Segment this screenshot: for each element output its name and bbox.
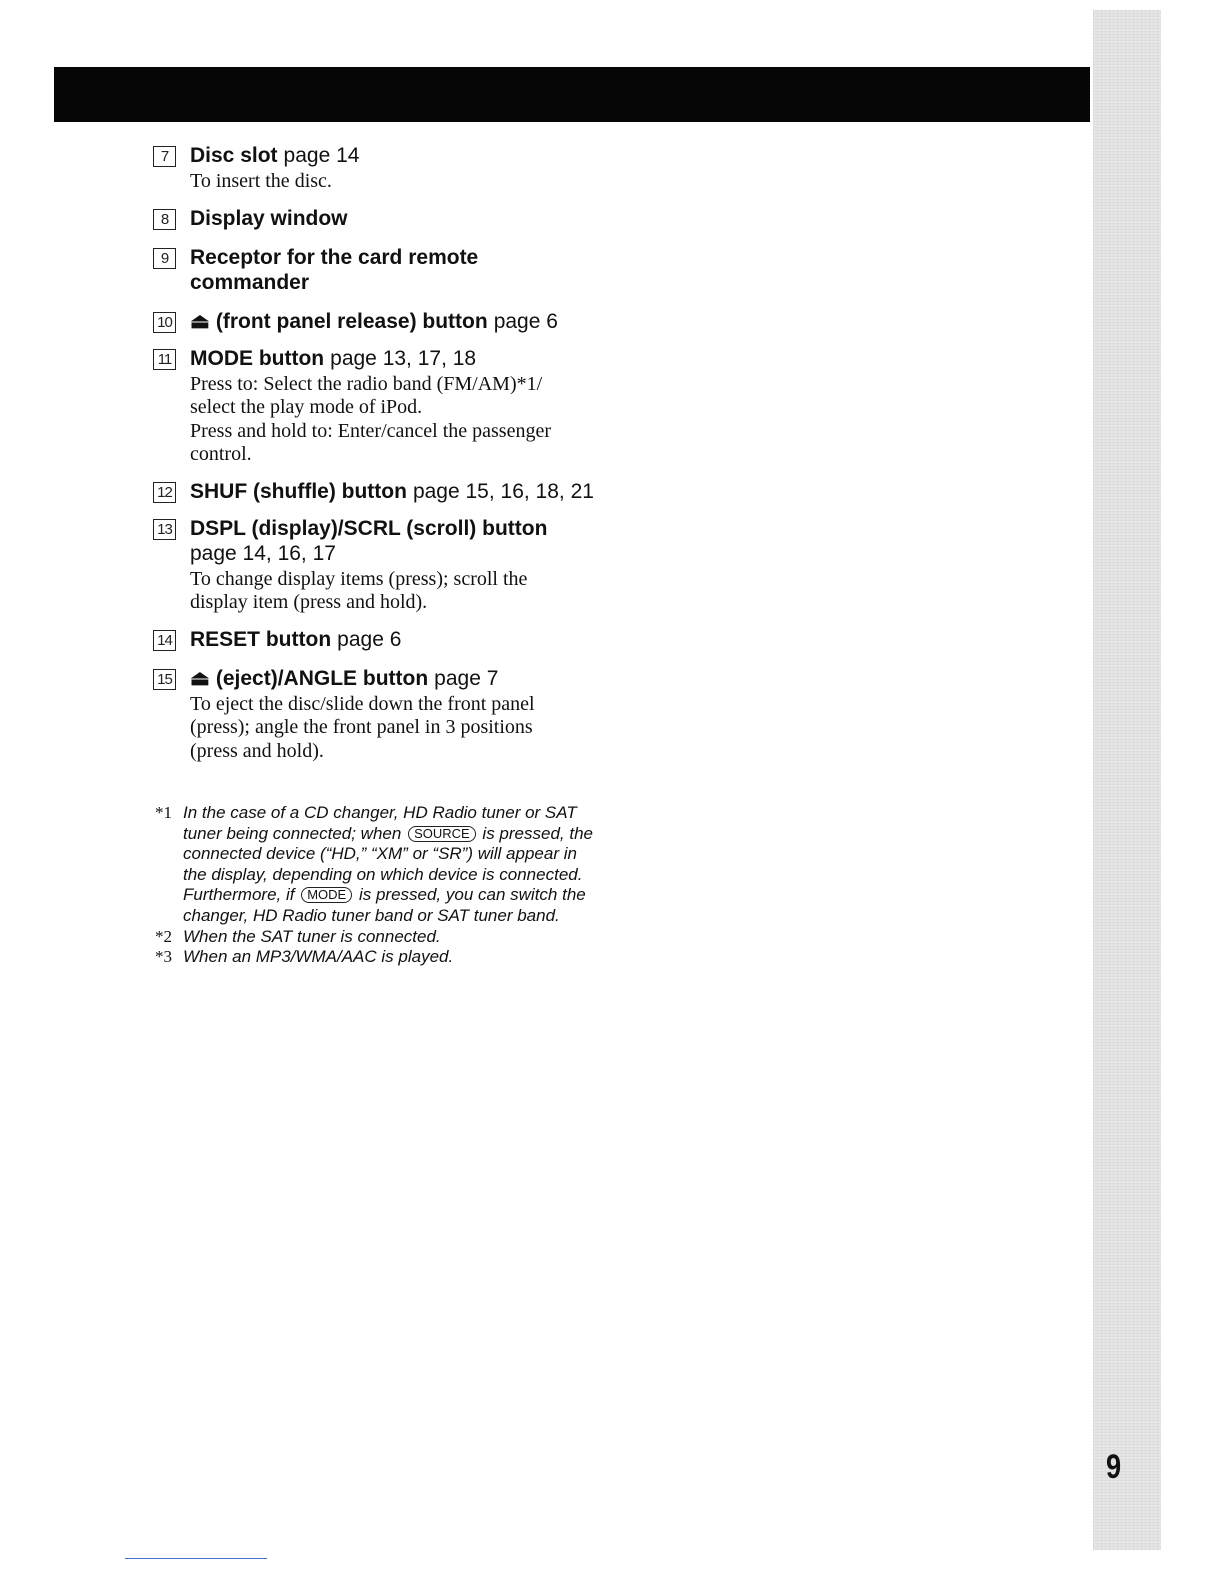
item-title: Receptor for the card remote commander xyxy=(190,245,479,294)
item-title: Display window xyxy=(190,206,348,230)
footnote xyxy=(155,927,615,948)
item-pages: page 14 xyxy=(283,144,360,167)
item-pages: page 13, 17, 18 xyxy=(330,346,477,370)
list-item xyxy=(153,346,603,467)
item-title: (eject)/ANGLE button xyxy=(215,666,429,690)
list-item xyxy=(153,516,603,615)
item-title: DSPL (display)/SCRL (scroll) button xyxy=(190,516,548,540)
footnote xyxy=(155,947,615,968)
divider xyxy=(125,1558,267,1559)
item-number: 14 xyxy=(153,630,176,651)
item-description: To eject the disc/slide down the front panel (press); angle the front panel in 3 positions (press and hold). xyxy=(190,692,535,762)
parts-list xyxy=(153,143,603,773)
front-panel-release-icon: ⏏ xyxy=(190,309,210,333)
page-edge-tab xyxy=(1093,10,1161,1550)
item-number: 7 xyxy=(153,146,176,167)
item-description: To change display items (press); scroll the display item (press and hold). xyxy=(190,567,528,613)
footnote-text: In the case of a CD changer, HD Radio tuner or SAT tuner being connected; when xyxy=(183,803,577,843)
list-item xyxy=(153,245,603,295)
page-number: 9 xyxy=(1106,1448,1122,1486)
list-item xyxy=(153,479,603,504)
item-pages: page 6 xyxy=(493,309,558,333)
item-number: 9 xyxy=(153,248,176,269)
item-pages: page 6 xyxy=(337,627,402,651)
item-pages: page 7 xyxy=(434,666,499,690)
item-description: Press and hold to: Enter/cancel the passenger control. xyxy=(190,419,551,465)
footnote xyxy=(155,803,615,927)
item-description: Press to: Select the radio band (FM/AM)*1/ select the play mode of iPod. xyxy=(190,372,543,418)
list-item xyxy=(153,666,603,764)
footnote-text: When the SAT tuner is connected. xyxy=(183,926,441,946)
item-number: 10 xyxy=(153,312,176,333)
mode-button-symbol: MODE xyxy=(301,887,352,903)
item-title: SHUF (shuffle) button xyxy=(190,479,407,503)
list-item xyxy=(153,627,603,652)
item-title: (front panel release) button xyxy=(215,309,488,333)
item-title: RESET button xyxy=(190,627,332,651)
item-pages: page 14, 16, 17 xyxy=(190,541,336,565)
item-description: To insert the disc. xyxy=(190,170,332,192)
footnotes xyxy=(155,803,615,968)
footnote-text: is pressed, the connected device (“HD,” “XM” or “SR”) will appear in the display, depending on which device is connected. Furthermore, if xyxy=(183,823,593,905)
header-bar xyxy=(54,67,1090,122)
footnote-mark: *1 xyxy=(155,803,172,822)
item-number: 13 xyxy=(153,519,176,540)
list-item xyxy=(153,143,603,194)
item-pages: page 15, 16, 18, 21 xyxy=(412,479,594,503)
source-button-symbol: SOURCE xyxy=(408,826,476,842)
footnote-mark: *2 xyxy=(155,926,172,946)
footnote-text: When an MP3/WMA/AAC is played. xyxy=(183,947,454,967)
footnote-text: is pressed, you can switch the changer, HD Radio tuner band or SAT tuner band. xyxy=(183,885,586,925)
item-number: 12 xyxy=(153,482,176,503)
footnote-mark: *3 xyxy=(155,947,172,967)
item-number: 11 xyxy=(153,349,176,370)
item-number: 15 xyxy=(153,669,176,690)
item-number: 8 xyxy=(153,209,176,230)
item-title: MODE button xyxy=(190,346,325,370)
list-item xyxy=(153,309,603,334)
list-item xyxy=(153,206,603,231)
eject-icon: ⏏ xyxy=(190,666,210,690)
item-title: Disc slot xyxy=(190,144,278,167)
